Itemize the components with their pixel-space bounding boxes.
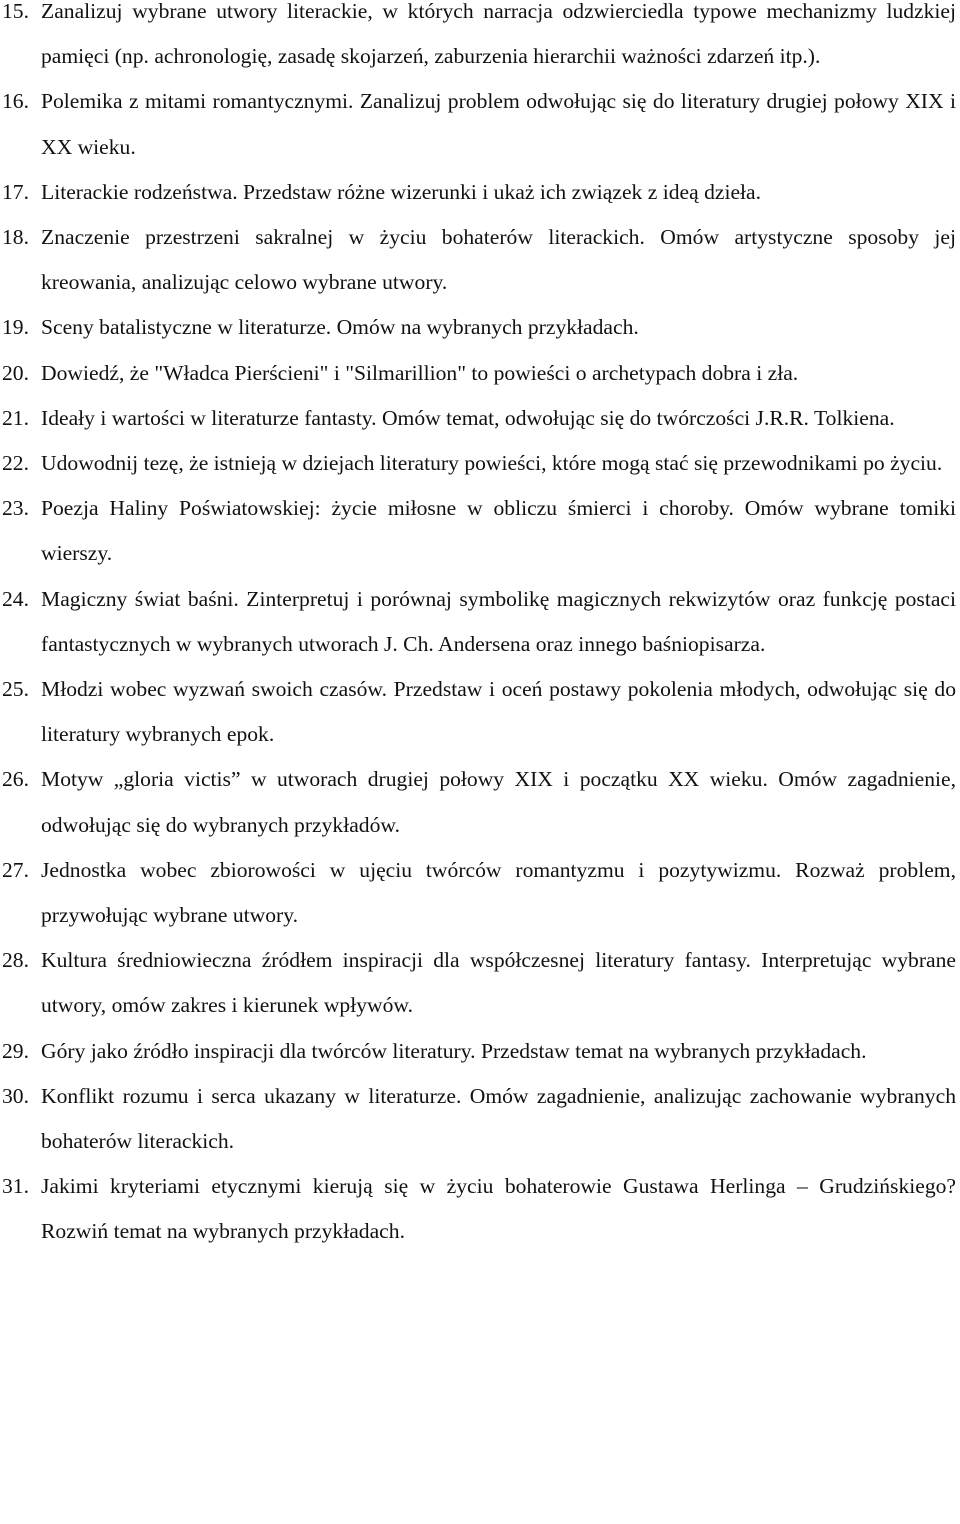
item-number: 22. — [2, 451, 29, 476]
list-item — [2, 396, 956, 441]
item-text: Udowodnij tezę, że istnieją w dziejach literatury powieści, które mogą stać się przewodnikami po życiu. — [41, 451, 943, 476]
list-item — [2, 1164, 956, 1254]
list-item — [2, 79, 956, 169]
item-number: 17. — [2, 179, 29, 204]
item-text: Jakimi kryteriami etycznymi kierują się w życiu bohaterowie Gustawa Herlinga – Grudzińskiego? Rozwiń temat na wybranych przykładach. — [41, 1174, 956, 1244]
item-text: Kultura średniowieczna źródłem inspiracji dla współczesnej literatury fantasy. Interpretując wybrane utwory, omów zakres i kierunek wpływów. — [41, 948, 956, 1018]
list-item — [2, 577, 956, 667]
item-number: 31. — [2, 1174, 29, 1199]
item-text: Młodzi wobec wyzwań swoich czasów. Przedstaw i oceń postawy pokolenia młodych, odwołując się do literatury wybranych epok. — [41, 677, 956, 747]
item-text: Polemika z mitami romantycznymi. Zanalizuj problem odwołując się do literatury drugiej połowy XIX i XX wieku. — [41, 89, 956, 159]
list-item — [2, 215, 956, 305]
item-number: 18. — [2, 225, 29, 250]
item-number: 16. — [2, 89, 29, 114]
list-item — [2, 757, 956, 847]
list-item — [2, 667, 956, 757]
item-number: 19. — [2, 315, 29, 340]
list-item — [2, 1029, 956, 1074]
item-text: Motyw „gloria victis” w utworach drugiej połowy XIX i początku XX wieku. Omów zagadnienie, odwołując się do wybranych przykładów. — [41, 767, 956, 837]
item-text: Góry jako źródło inspiracji dla twórców literatury. Przedstaw temat na wybranych przykładach. — [41, 1038, 867, 1063]
item-number: 28. — [2, 948, 29, 973]
item-number: 29. — [2, 1038, 29, 1063]
item-number: 23. — [2, 496, 29, 521]
item-text: Sceny batalistyczne w literaturze. Omów na wybranych przykładach. — [41, 315, 639, 340]
list-item — [2, 938, 956, 1028]
list-item — [2, 305, 956, 350]
item-text: Literackie rodzeństwa. Przedstaw różne wizerunki i ukaż ich związek z ideą dzieła. — [41, 179, 762, 204]
item-text: Znaczenie przestrzeni sakralnej w życiu bohaterów literackich. Omów artystyczne sposoby jej kreowania, analizując celowo wybrane utwory. — [41, 225, 956, 295]
item-text: Zanalizuj wybrane utwory literackie, w których narracja odzwierciedla typowe mechanizmy ludzkiej pamięci (np. achronologię, zasadę skojarzeń, zaburzenia hierarchii ważności zdarzeń itp.). — [41, 0, 956, 69]
item-text: Jednostka wobec zbiorowości w ujęciu twórców romantyzmu i pozytywizmu. Rozważ problem, przywołując wybrane utwory. — [41, 857, 956, 928]
item-text: Ideały i wartości w literaturze fantasty. Omów temat, odwołując się do twórczości J.R.R. Tolkiena. — [41, 405, 895, 430]
list-item — [2, 351, 956, 396]
item-number: 20. — [2, 360, 29, 385]
item-text: Poezja Haliny Poświatowskiej: życie miłosne w obliczu śmierci i choroby. Omów wybrane tomiki wierszy. — [41, 496, 956, 566]
item-number: 24. — [2, 586, 29, 611]
list-item — [2, 0, 956, 79]
list-item — [2, 486, 956, 576]
item-number: 27. — [2, 857, 29, 882]
list-item — [2, 1074, 956, 1164]
item-number: 26. — [2, 767, 29, 792]
item-number: 15. — [2, 0, 29, 23]
list-item — [2, 848, 956, 938]
item-number: 25. — [2, 677, 29, 702]
item-text: Magiczny świat baśni. Zinterpretuj i porównaj symbolikę magicznych rekwizytów oraz funkcję postaci fantastycznych w wybranych utworach J. Ch. Andersena oraz innego baśniopisarza. — [41, 586, 956, 656]
item-text: Dowiedź, że "Władca Pierścieni" i "Silmarillion" to powieści o archetypach dobra i zła. — [41, 360, 799, 385]
item-number: 21. — [2, 405, 29, 430]
list-item — [2, 441, 956, 486]
item-text: Konflikt rozumu i serca ukazany w literaturze. Omów zagadnienie, analizując zachowanie wybranych bohaterów literackich. — [41, 1083, 956, 1154]
list-item — [2, 170, 956, 215]
item-number: 30. — [2, 1083, 29, 1108]
